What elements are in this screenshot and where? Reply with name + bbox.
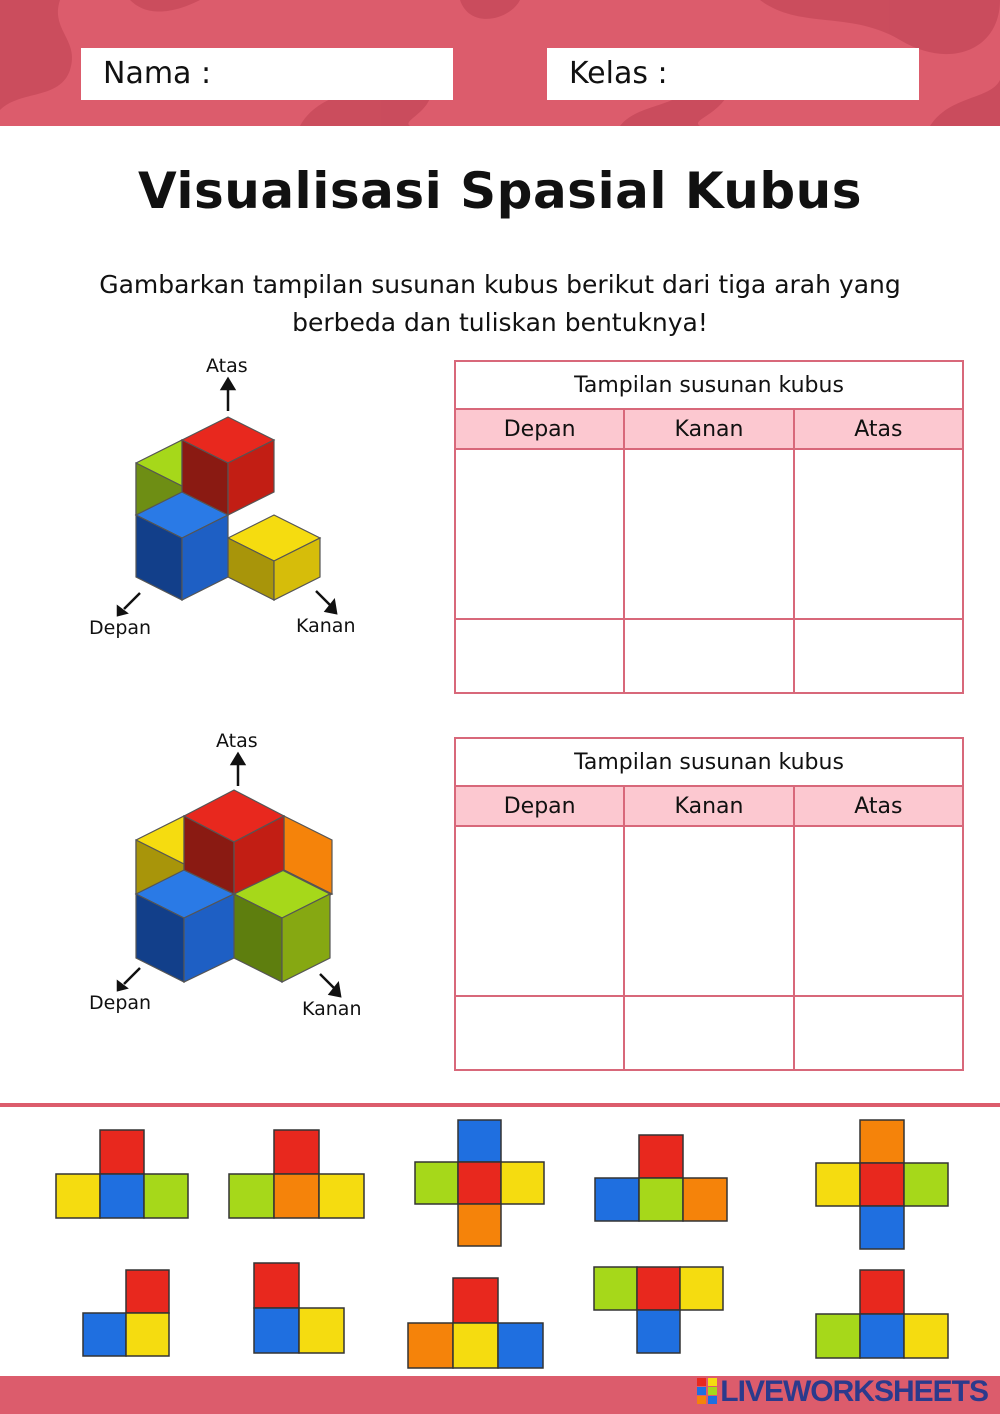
drop-cell-right-view[interactable] [624,449,793,619]
col-header-top: Atas [794,409,963,449]
answer-table-1 [454,360,964,694]
draggable-shape-9[interactable] [594,1267,723,1353]
brand-name: LIVEWORKSHEETS [720,1375,988,1408]
draggable-shape-6[interactable] [83,1270,169,1356]
col-header-front: Depan [455,409,624,449]
draggable-shape-bank [0,1110,1000,1380]
page-title: Visualisasi Spasial Kubus [138,162,862,220]
label-top-1: Atas [206,355,248,377]
table-title-1: Tampilan susunan kubus [455,361,963,409]
instruction-text: Gambarkan tampilan susunan kubus berikut dari tiga arah yang berbeda dan tuliskan bentuknya! [99,270,901,337]
label-right-2: Kanan [302,998,362,1020]
answer-cell-top[interactable] [794,619,963,693]
draggable-shape-2[interactable] [229,1130,364,1218]
answer-cell-right[interactable] [624,619,793,693]
answer-cell-front[interactable] [455,619,624,693]
cube-arrangement-1 [80,355,400,645]
draggable-shape-7[interactable] [254,1263,344,1353]
drop-cell-top-view[interactable] [794,449,963,619]
drop-cell-front-view[interactable] [455,826,624,996]
answer-cell-front[interactable] [455,996,624,1070]
brand-logo-icon [697,1378,717,1404]
name-field[interactable] [81,48,453,100]
class-field[interactable] [547,48,919,100]
col-header-right: Kanan [624,786,793,826]
cube-arrangement-2 [80,730,400,1030]
draggable-shape-3[interactable] [415,1120,544,1246]
answer-table-2 [454,737,964,1071]
answer-cell-top[interactable] [794,996,963,1070]
label-top-2: Atas [216,730,258,752]
draggable-shape-5[interactable] [816,1120,948,1249]
draggable-shape-4[interactable] [595,1135,727,1221]
section-divider [0,1103,1000,1107]
draggable-shape-1[interactable] [56,1130,188,1218]
table-title-2: Tampilan susunan kubus [455,738,963,786]
drop-cell-right-view[interactable] [624,826,793,996]
brand-watermark [697,1375,988,1409]
col-header-right: Kanan [624,409,793,449]
col-header-front: Depan [455,786,624,826]
name-label: Nama : [103,56,212,91]
drop-cell-top-view[interactable] [794,826,963,996]
draggable-shape-10[interactable] [816,1270,948,1358]
col-header-top: Atas [794,786,963,826]
answer-cell-right[interactable] [624,996,793,1070]
drop-cell-front-view[interactable] [455,449,624,619]
label-right-1: Kanan [296,615,356,637]
label-front-2: Depan [89,992,152,1014]
label-front-1: Depan [89,617,152,639]
class-label: Kelas : [569,56,668,91]
draggable-shape-8[interactable] [408,1278,543,1368]
